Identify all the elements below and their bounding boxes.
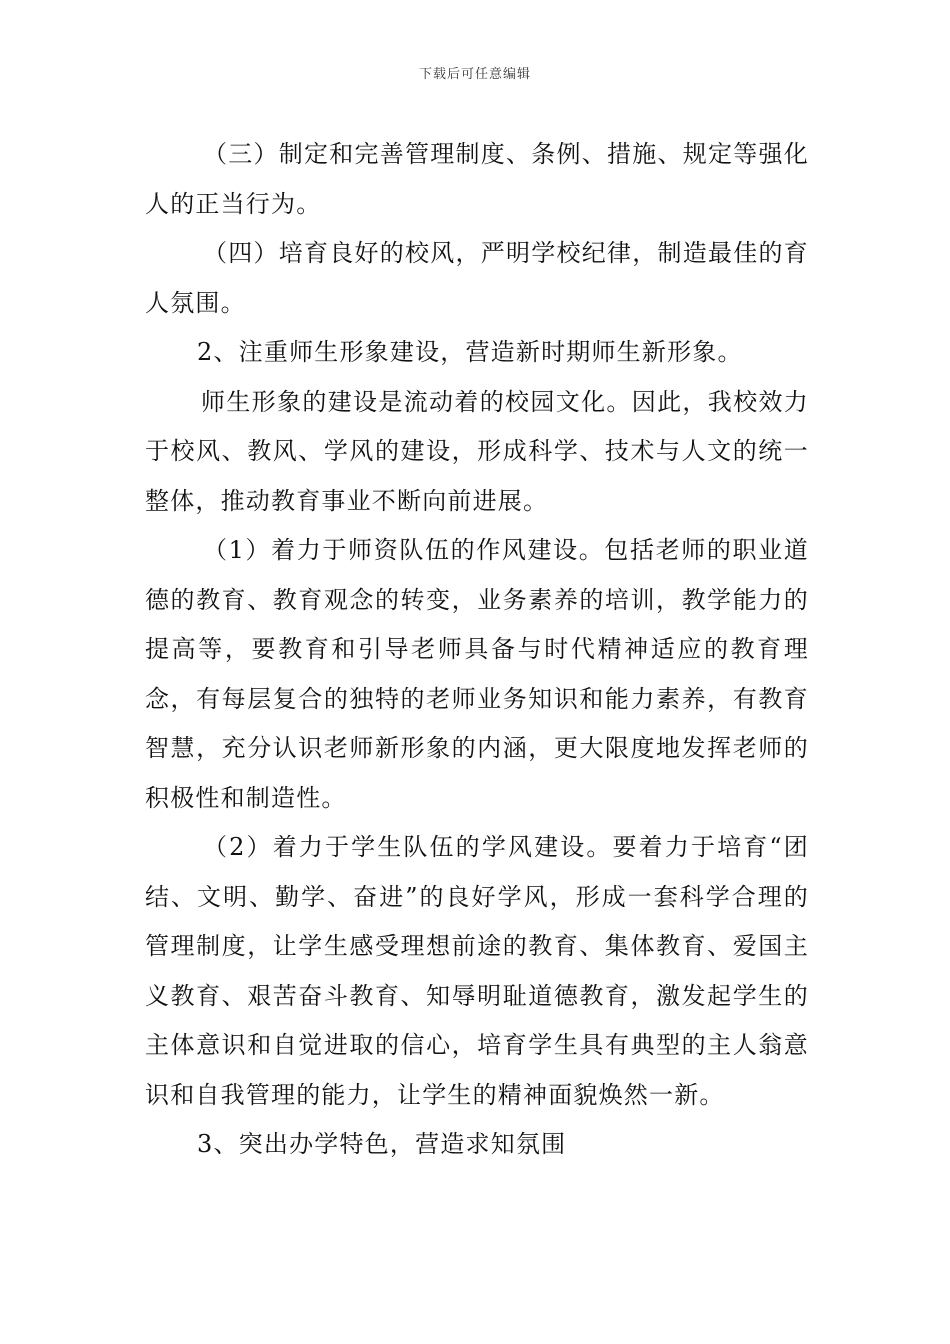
paragraph-heading-2: 2、注重师生形象建设，营造新时期师生新形象。	[197, 338, 743, 366]
paragraph-heading-3: 3、突出办学特色，营造求知氛围	[197, 1130, 567, 1158]
paragraph-teacher-student-image: 师生形象的建设是流动着的校园文化。因此，我校效力于校风、教风、学风的建设，形成科学、技术与人文的统一整体，推动教育事业不断向前进展。	[145, 387, 809, 515]
paragraph-section-three: （三）制定和完善管理制度、条例、措施、规定等强化人的正当行为。	[145, 140, 809, 218]
paragraph-item-1: （1）着力于师资队伍的作风建设。包括老师的职业道德的教育、教育观念的转变，业务素养的培训，教学能力的提高等，要教育和引导老师具备与时代精神适应的教育理念，有每层复合的独特的老师业务知识和能力素养，有教育智慧，充分认识老师新形象的内涵，更大限度地发挥老师的积极性和制造性。	[145, 536, 809, 812]
paragraph-section-four: （四）培育良好的校风，严明学校纪律，制造最佳的育人氛围。	[145, 239, 809, 317]
page-header: 下载后可任意编辑	[418, 67, 531, 82]
paragraph-item-2: （2）着力于学生队伍的学风建设。要着力于培育“团结、文明、勤学、奋进”的良好学风，形成一套科学合理的管理制度，让学生感受理想前途的教育、集体教育、爱国主义教育、艰苦奋斗教育、知辱明耻道德教育，激发起学生的主体意识和自觉进取的信心，培育学生具有典型的主人翁意识和自我管理的能力，让学生的精神面貌焕然一新。	[145, 833, 809, 1109]
document-body	[145, 130, 809, 1170]
